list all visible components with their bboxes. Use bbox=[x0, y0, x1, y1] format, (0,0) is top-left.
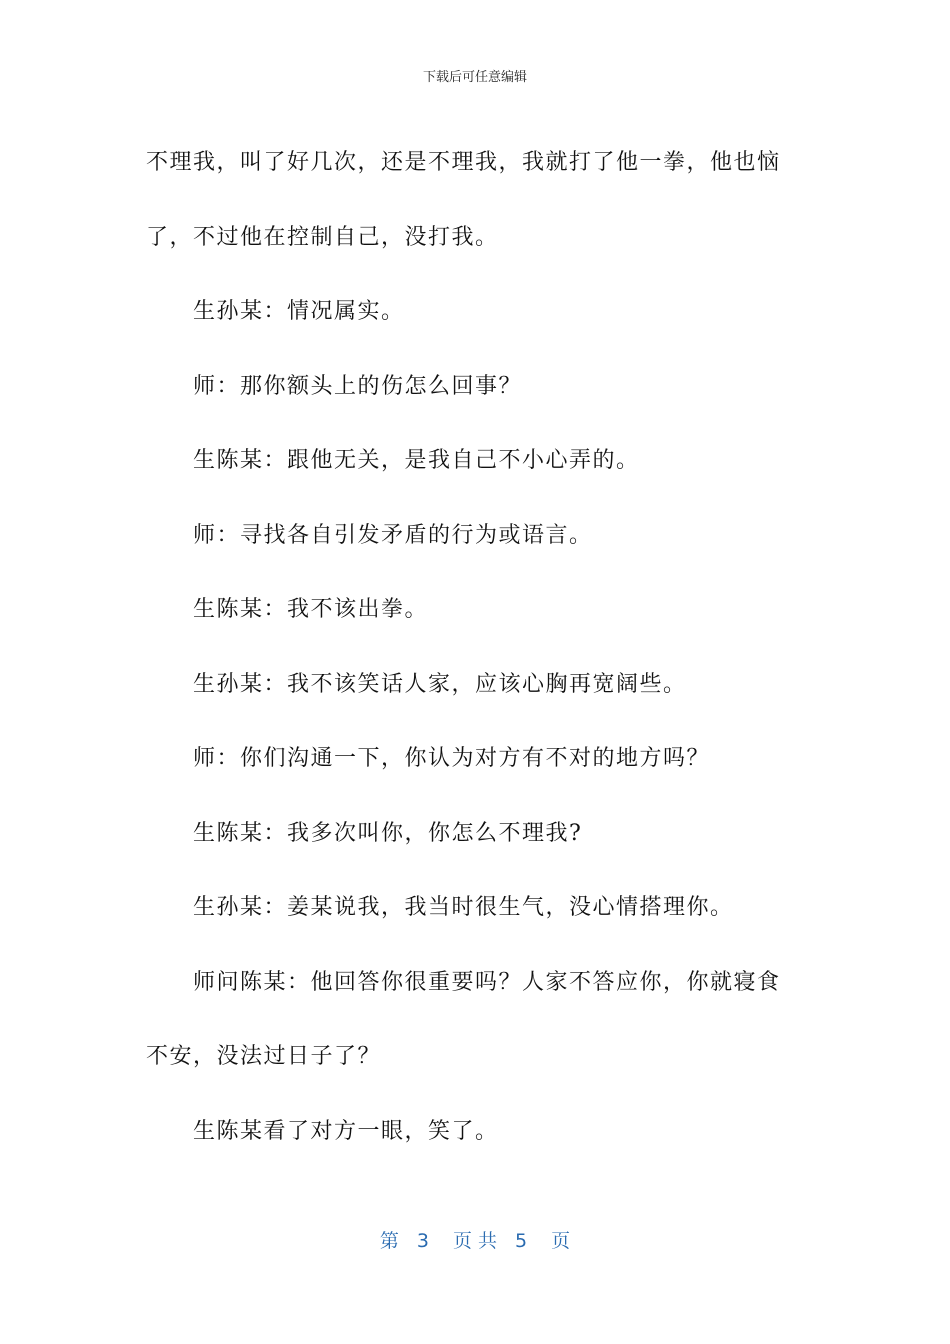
document-body bbox=[146, 126, 796, 1169]
dialogue-line: 师：寻找各自引发矛盾的行为或语言。 bbox=[193, 522, 593, 548]
dialogue-line: 生陈某：我不该出拳。 bbox=[193, 597, 429, 622]
footer-current-page: 3 bbox=[416, 1230, 429, 1252]
footer-middle: 页 共 bbox=[452, 1230, 498, 1252]
footer-total-pages: 5 bbox=[515, 1230, 528, 1252]
dialogue-line: 生孙某：我不该笑话人家，应该心胸再宽阔些。 bbox=[193, 671, 687, 697]
dialogue-line: 生陈某看了对方一眼，笑了。 bbox=[193, 1118, 499, 1144]
page-footer bbox=[0, 1226, 950, 1253]
dialogue-line: 生孙某：情况属实。 bbox=[193, 299, 405, 324]
dialogue-line: 师：你们沟通一下，你认为对方有不对的地方吗？ bbox=[193, 746, 711, 771]
paragraph-continuation-line-2: 了，不过他在控制自己，没打我。 bbox=[146, 224, 499, 250]
dialogue-line: 生陈某：我多次叫你，你怎么不理我? bbox=[193, 820, 583, 846]
dialogue-line: 生孙某：姜某说我，我当时很生气，没心情搭理你。 bbox=[193, 895, 734, 920]
dialogue-line-wrap: 不安，没法过日子了？ bbox=[146, 1044, 382, 1069]
dialogue-line: 师问陈某：他回答你很重要吗？人家不答应你，你就寝食 bbox=[193, 969, 781, 995]
header-text: 下载后可任意编辑 bbox=[422, 70, 527, 85]
page-header bbox=[0, 66, 950, 85]
footer-suffix: 页 bbox=[551, 1230, 571, 1252]
footer-prefix: 第 bbox=[379, 1230, 399, 1252]
dialogue-line: 生陈某：跟他无关，是我自己不小心弄的。 bbox=[193, 448, 640, 473]
dialogue-line: 师：那你额头上的伤怎么回事？ bbox=[193, 373, 523, 399]
paragraph-continuation-line-1: 不理我，叫了好几次，还是不理我，我就打了他一拳，他也恼 bbox=[146, 150, 781, 175]
